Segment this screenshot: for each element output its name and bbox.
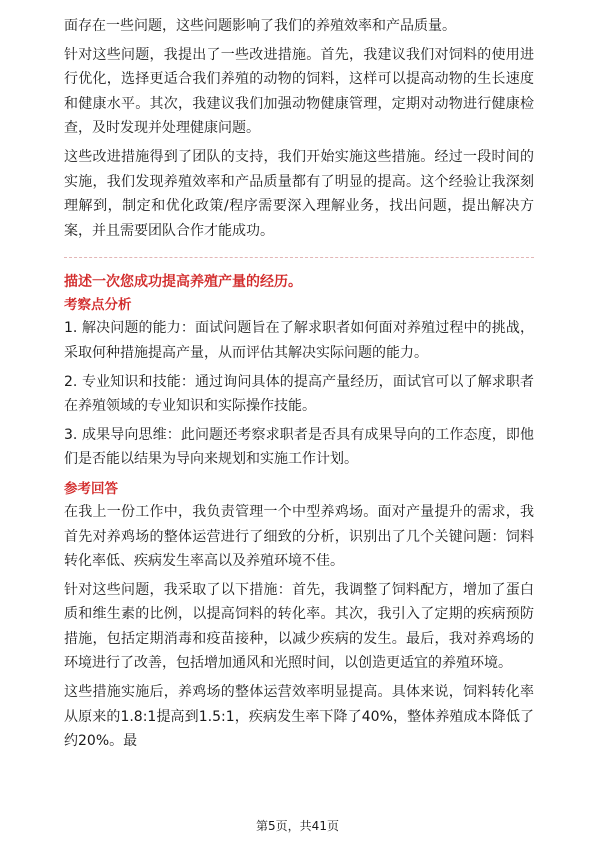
question-title: 描述一次您成功提高养殖产量的经历。 (64, 274, 302, 291)
body-paragraph: 面存在一些问题，这些问题影响了我们的养殖效率和产品质量。 (64, 18, 456, 34)
analysis-point: 1. 解决问题的能力：面试问题旨在了解求职者如何面对养殖过程中的挑战，采取何种措施提高产量，从而评估其解决实际问题的能力。 (64, 320, 534, 361)
answer-heading: 参考回答 (64, 480, 118, 497)
analysis-point: 3. 成果导向思维：此问题还考察求职者是否具有成果导向的工作态度，即他们是否能以结果为导向来规划和实施工作计划。 (64, 426, 534, 468)
page-content (64, 14, 534, 754)
section-divider (64, 257, 534, 258)
analysis-heading: 考察点分析 (64, 297, 132, 314)
answer-paragraph: 针对这些问题，我采取了以下措施：首先，我调整了饲料配方，增加了蛋白质和维生素的比例，以提高饲料的转化率。其次，我引入了定期的疾病预防措施，包括定期消毒和疫苗接种，以减少疾病的发生。最后，我对养鸡场的环境进行了改善，包括增加通风和光照时间，以创造更适宜的养殖环境。 (64, 581, 534, 672)
answer-paragraph: 这些措施实施后，养鸡场的整体运营效率明显提高。具体来说，饲料转化率从原来的1.8:1提高到1.5:1，疾病发生率下降了40%，整体养殖成本降低了约20%。最 (64, 684, 534, 750)
answer-paragraph: 在我上一份工作中，我负责管理一个中型养鸡场。面对产量提升的需求，我首先对养鸡场的整体运营进行了细致的分析，识别出了几个关键问题：饲料转化率低、疾病发生率高以及养殖环境不佳。 (64, 503, 534, 570)
analysis-point: 2. 专业知识和技能：通过询问具体的提高产量经历，面试官可以了解求职者在养殖领域的专业知识和实际操作技能。 (64, 373, 534, 415)
body-paragraph: 这些改进措施得到了团队的支持，我们开始实施这些措施。经过一段时间的实施，我们发现养殖效率和产品质量都有了明显的提高。这个经验让我深刻理解到，制定和优化政策/程序需要深入理解业务，找出问题，提出解决方案，并且需要团队合作才能成功。 (64, 148, 534, 239)
body-paragraph: 针对这些问题，我提出了一些改进措施。首先，我建议我们对饲料的使用进行优化，选择更适合我们养殖的动物的饲料，这样可以提高动物的生长速度和健康水平。其次，我建议我们加强动物健康管理，定期对动物进行健康检查，及时发现并处理健康问题。 (64, 46, 534, 137)
page-number: 第5页，共41页 (256, 819, 339, 833)
